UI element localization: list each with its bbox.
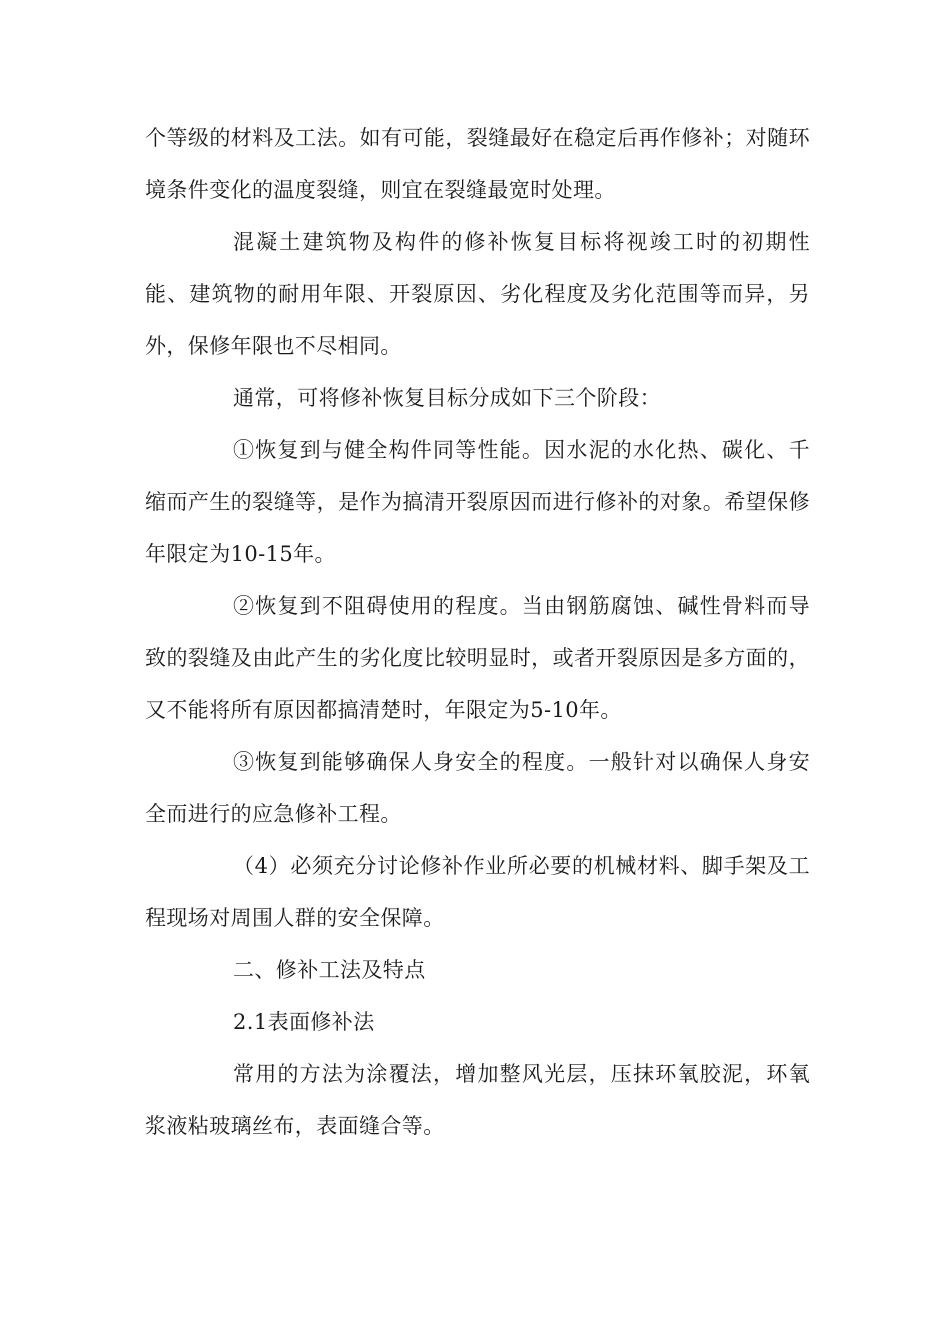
paragraph-stage-3: ③恢复到能够确保人身安全的程度。一般针对以确保人身安全而进行的应急修补工程。 [145, 750, 810, 826]
paragraph-repair-goals: 混凝土建筑物及构件的修补恢复目标将视竣工时的初期性能、建筑物的耐用年限、开裂原因、劣化程度及劣化范围等而异，另外，保修年限也不尽相同。 [145, 230, 810, 358]
document-body [145, 112, 810, 1152]
paragraph-item-4: （4）必须充分讨论修补作业所必要的机械材料、脚手架及工程现场对周围人群的安全保障。 [145, 854, 810, 930]
paragraph-stage-1: ①恢复到与健全构件同等性能。因水泥的水化热、碳化、千缩而产生的裂缝等，是作为搞清开裂原因而进行修补的对象。希望保修年限定为10-15年。 [145, 438, 810, 566]
paragraph-surface-repair: 常用的方法为涂覆法，增加整风光层，压抹环氧胶泥，环氧浆液粘玻璃丝布，表面缝合等。 [145, 1062, 810, 1138]
paragraph-stage-2: ②恢复到不阻碍使用的程度。当由钢筋腐蚀、碱性骨料而导致的裂缝及由此产生的劣化度比较明显时，或者开裂原因是多方面的，又不能将所有原因都搞清楚时，年限定为5-10年。 [145, 594, 810, 722]
subsection-heading: 2.1表面修补法 [233, 1010, 375, 1034]
section-heading: 二、修补工法及特点 [233, 958, 426, 982]
paragraph-continuation: 个等级的材料及工法。如有可能，裂缝最好在稳定后再作修补；对随环境条件变化的温度裂缝，则宜在裂缝最宽时处理。 [145, 126, 810, 202]
paragraph-three-stages: 通常，可将修补恢复目标分成如下三个阶段： [233, 386, 661, 410]
